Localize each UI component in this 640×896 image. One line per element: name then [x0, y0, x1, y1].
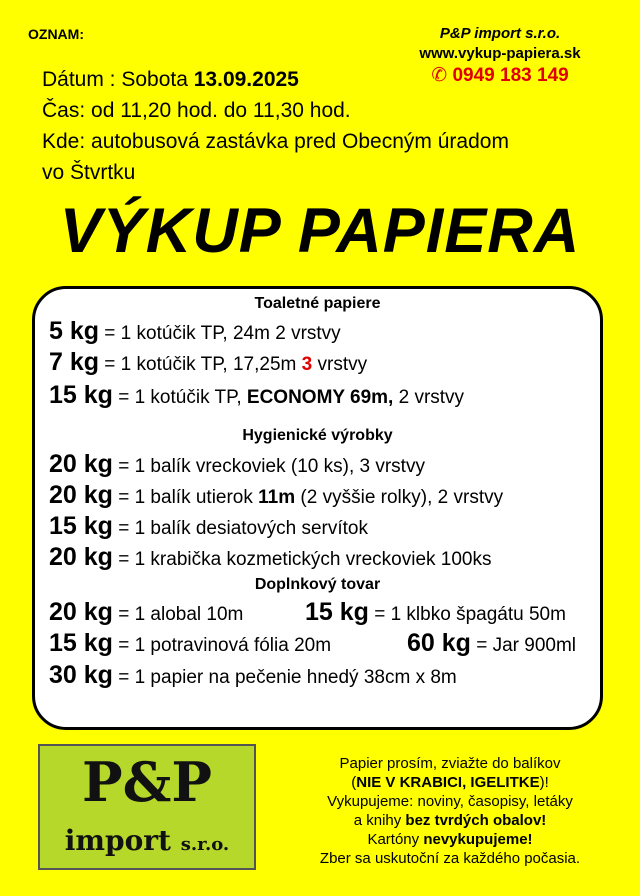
note-line — [280, 811, 620, 830]
note-line: Vykupujeme: noviny, časopisy, letáky — [327, 793, 573, 810]
weight: 15 kg — [305, 598, 369, 626]
item-text: = 1 kotúčik TP, — [112, 387, 247, 408]
price-row — [407, 629, 576, 658]
item-text: = 1 balík vreckoviek (10 ks), 3 vrstvy — [112, 456, 425, 477]
section-toilet-paper: Toaletné papiere — [254, 295, 381, 312]
weight: 60 kg — [407, 629, 471, 657]
price-row — [49, 512, 368, 541]
weight: 20 kg — [49, 598, 113, 626]
company-name: P&P import s.r.o. — [439, 25, 561, 42]
event-info — [42, 64, 509, 188]
logo-text-sub — [40, 824, 254, 862]
section-extra-goods: Doplnkový tovar — [254, 576, 381, 593]
note-bold: bez tvrdých obalov! — [405, 812, 547, 829]
date-label: Dátum : Sobota — [42, 68, 194, 91]
logo-import: import — [64, 824, 181, 857]
note-text: Kartóny — [367, 831, 424, 848]
price-row — [49, 481, 503, 510]
note-text: a knihy — [353, 812, 406, 829]
price-row — [49, 598, 243, 627]
weight: 20 kg — [49, 450, 113, 478]
phone-number: 0949 183 149 — [452, 65, 569, 86]
note-bold: NIE V KRABICI, IGELITKE — [356, 774, 540, 791]
note-line: Papier prosím, zviažte do balíkov — [339, 755, 561, 772]
highlight-number: 3 — [301, 354, 313, 375]
price-row — [49, 629, 331, 658]
item-text: 2 vrstvy — [393, 387, 465, 408]
item-text: = 1 potravinová fólia 20m — [112, 635, 332, 656]
price-row — [49, 543, 492, 572]
item-text: = Jar 900ml — [470, 635, 577, 656]
note-line: Zber sa uskutoční za každého počasia. — [319, 850, 581, 867]
item-text: = 1 kotúčik TP, 17,25m — [99, 354, 302, 375]
logo-text-main: P&P — [82, 750, 212, 814]
price-row — [49, 661, 457, 690]
weight: 15 kg — [49, 629, 113, 657]
notice-label: OZNAM: — [28, 26, 84, 42]
event-time: Čas: od 11,20 hod. do 11,30 hod. — [42, 99, 351, 122]
weight: 15 kg — [49, 381, 113, 409]
item-text: = 1 balík desiatových servítok — [112, 518, 368, 539]
weight: 30 kg — [49, 661, 113, 689]
item-text: = 1 papier na pečenie hnedý 38cm x 8m — [112, 667, 457, 688]
item-bold: ECONOMY 69m, — [246, 387, 394, 408]
weight: 20 kg — [49, 481, 113, 509]
item-text: = 1 kotúčik TP, 24m 2 vrstvy — [99, 323, 341, 344]
weight: 15 kg — [49, 512, 113, 540]
headline: VÝKUP PAPIERA — [59, 196, 581, 266]
item-text: (2 vyššie rolky), 2 vrstvy — [295, 487, 504, 508]
price-row — [49, 381, 464, 410]
weight: 20 kg — [49, 543, 113, 571]
logo-sro: s.r.o. — [180, 834, 230, 855]
price-list-box — [32, 286, 603, 730]
event-place-line2: vo Štvrtku — [42, 161, 136, 184]
event-date — [42, 64, 509, 95]
item-text: = 1 alobal 10m — [112, 604, 244, 625]
item-text: = 1 balík utierok — [112, 487, 259, 508]
company-logo — [38, 744, 256, 870]
event-place-line1: Kde: autobusová zastávka pred Obecným úradom — [42, 130, 509, 153]
price-row — [49, 348, 367, 377]
notes — [280, 754, 620, 868]
note-line — [280, 773, 620, 792]
weight: 5 kg — [49, 317, 100, 345]
item-text: = 1 klbko špagátu 50m — [368, 604, 566, 625]
note-text: )! — [539, 774, 549, 791]
item-text: = 1 krabička kozmetických vreckoviek 100ks — [112, 549, 492, 570]
date-value: 13.09.2025 — [193, 68, 299, 91]
company-website[interactable]: www.vykup-papiera.sk — [419, 45, 581, 62]
section-hygiene: Hygienické výrobky — [242, 427, 393, 444]
item-text: vrstvy — [312, 354, 368, 375]
item-bold: 11m — [258, 487, 296, 508]
note-text: ( — [351, 774, 357, 791]
weight: 7 kg — [49, 348, 100, 376]
note-line — [280, 830, 620, 849]
price-row — [305, 598, 566, 627]
phone-icon: ✆ — [431, 65, 448, 86]
note-bold: nevykupujeme! — [423, 831, 533, 848]
price-row — [49, 317, 341, 346]
price-row — [49, 450, 425, 479]
